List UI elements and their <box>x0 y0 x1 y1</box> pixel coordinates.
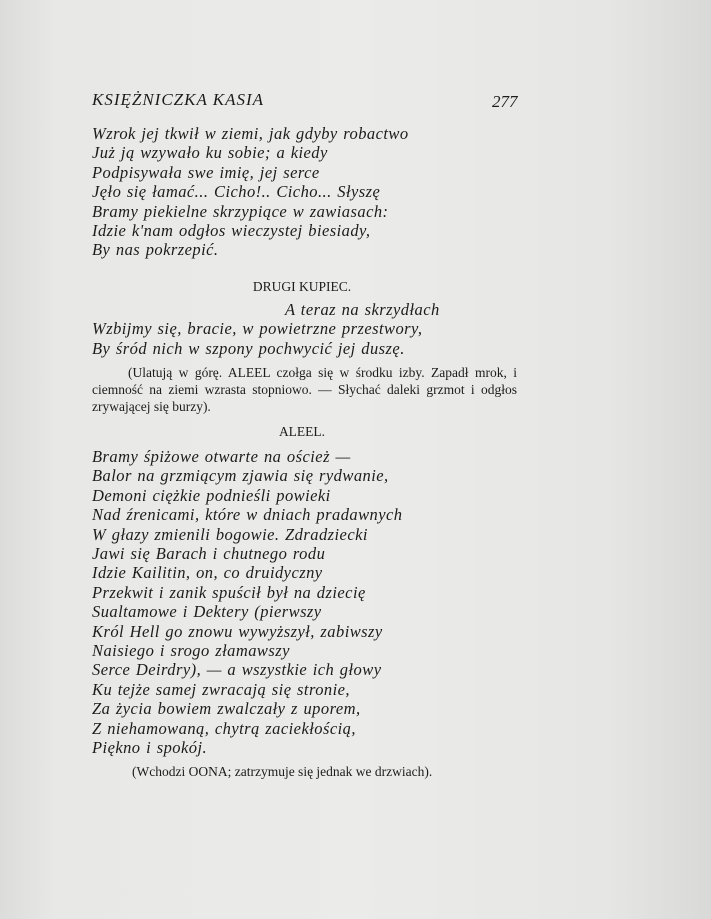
verse-line: Naisiego i srogo złamawszy <box>92 641 290 661</box>
stage-direction <box>92 364 517 415</box>
verse-line: Sualtamowe i Dektery (pierwszy <box>92 602 322 622</box>
stage-direction-entry: (Wchodzi OONA; zatrzymuje się jednak we drzwiach). <box>132 764 433 779</box>
verse-line: Nad źrenicami, które w dniach pradawnych <box>92 505 403 525</box>
stage-direction-text: (Ulatują w górę. ALEEL czołga się w środku izby. Zapadł mrok, i ciemność na ziemi wzrasta stopniowo. — Słychać daleki grzmot i odgłos zrywającej się burzy). <box>92 365 517 414</box>
verse-line: Bramy piekielne skrzypiące w zawiasach: <box>92 201 389 221</box>
verse-line: Podpisywała swe imię, jej serce <box>92 162 320 182</box>
verse-line: By śród nich w szpony pochwycić jej duszę. <box>92 338 405 358</box>
verse-line: Bramy śpiżowe otwarte na oścież — <box>92 447 351 466</box>
verse-line: Już ją wzywało ku sobie; a kiedy <box>92 143 328 163</box>
verse-line: A teraz na skrzydłach <box>285 300 440 319</box>
verse-line: Jęło się łamać... Cicho!.. Cicho... Słyszę <box>92 182 381 202</box>
verse-line: Balor na grzmiącym zjawia się rydwanie, <box>92 466 389 486</box>
verse-line: Ku tejże samej zwracają się stronie, <box>92 679 350 699</box>
verse-line: Demoni ciężkie podnieśli powieki <box>92 485 331 505</box>
speaker-aleel: ALEEL. <box>278 424 326 439</box>
verse-line: Wzbijmy się, bracie, w powietrzne przestwory, <box>92 319 423 339</box>
verse-line: Za życia bowiem zwalczały z uporem, <box>92 699 361 719</box>
verse-line: Jawi się Barach i chutnego rodu <box>92 544 326 564</box>
running-title: KSIĘŻNICZKA KASIA <box>92 90 265 109</box>
verse-line: Piękno i spokój. <box>92 738 208 758</box>
verse-line: By nas pokrzepić. <box>92 240 219 260</box>
verse-line: Idzie k'nam odgłos wieczystej biesiady, <box>92 221 371 241</box>
speaker-drugi-kupiec: DRUGI KUPIEC. <box>252 279 352 294</box>
verse-block-2 <box>92 300 440 358</box>
verse-line: Serce Deirdry), — a wszystkie ich głowy <box>92 660 382 680</box>
verse-block-1 <box>92 124 409 260</box>
page-number: 277 <box>492 92 518 111</box>
verse-line: Przekwit i zanik spuścił był na dziecię <box>92 582 366 602</box>
verse-line: Król Hell go znowu wywyższył, zabiwszy <box>92 621 383 641</box>
verse-line: Idzie Kailitin, on, co druidyczny <box>92 563 323 583</box>
verse-line: W głazy zmienili bogowie. Zdradziecki <box>92 524 368 544</box>
verse-line: Wzrok jej tkwił w ziemi, jak gdyby robactwo <box>92 124 409 143</box>
verse-line: Z niehamowaną, chytrą zaciekłością, <box>92 718 356 738</box>
verse-block-3 <box>92 447 403 758</box>
